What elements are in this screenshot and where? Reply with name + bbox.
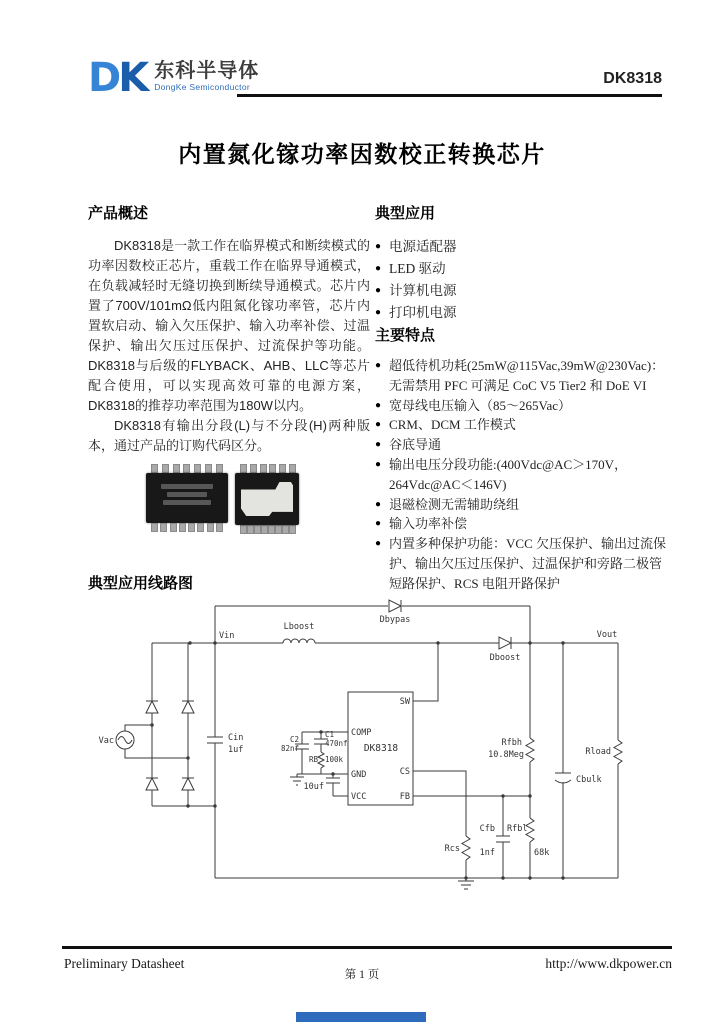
label-cin: Cin <box>228 733 244 743</box>
list-item-text: 输入功率补偿 <box>389 516 468 532</box>
bridge-diode-icon <box>146 701 158 713</box>
page-title: 内置氮化镓功率因数校正转换芯片 <box>178 141 546 167</box>
overview-heading: 产品概述 <box>88 205 149 222</box>
overview-section <box>88 202 370 456</box>
exposed-pad <box>241 482 293 516</box>
label-ic-name: DK8318 <box>363 743 399 754</box>
package-pins-top <box>146 464 228 473</box>
footer-page-number: 第 1 页 <box>344 969 380 981</box>
list-item-text: 内置多种保护功能：VCC 欠压保护、输出过流保护、输出欠压过压保护、过温保护和旁路二极管短路保护、RCS 电阻开路保护 <box>389 536 667 591</box>
label-cfb: Cfb <box>479 824 495 834</box>
label-cvcc-value: 10uf <box>303 782 324 792</box>
dk-logo-mark-icon <box>88 55 147 101</box>
boost-diode-icon <box>499 637 511 649</box>
package-pins-bottom <box>146 523 228 532</box>
list-item <box>375 534 667 593</box>
application-circuit-diagram <box>88 596 648 918</box>
bullet-icon: ● <box>375 360 382 371</box>
list-item-text: 宽母线电压输入（85～265Vac） <box>389 397 572 413</box>
list-item-text: 谷底导通 <box>389 437 442 453</box>
list-item-text: LED 驱动 <box>389 261 446 276</box>
bottom-blue-bar <box>296 1012 426 1022</box>
list-item <box>375 396 667 416</box>
chip-package-photos <box>146 464 301 534</box>
label-rfbh: Rfbh <box>501 738 522 748</box>
label-dboost: Dboost <box>489 653 521 663</box>
pin-fb: FB <box>399 792 410 802</box>
label-c2-value: 82nf <box>280 744 299 753</box>
label-rb-value: 100k <box>325 755 344 764</box>
package-bottom-view <box>235 464 301 534</box>
label-c1-value: 470nf <box>325 739 348 748</box>
right-column <box>375 202 667 594</box>
part-number: DK8318 <box>603 70 662 87</box>
applications-heading: 典型应用 <box>375 205 436 222</box>
list-item <box>375 514 667 534</box>
company-name-cn: 东科半导体 <box>154 60 260 82</box>
footer-divider <box>62 946 672 949</box>
list-item <box>375 356 667 396</box>
package-pins-bottom <box>235 525 301 534</box>
overview-paragraph-1: DK8318是一款工作在临界模式和断续模式的功率因数校正芯片，重载工作在临界导通模式，在负载减轻时无缝切换到断续导通模式。芯片内置了700V/101mΩ低内阻氮化镓功率管，芯片内置软启动、输入欠压保护、输入功率补偿、过温保护、输出欠压过压保护、过流保护等功能。DK8318与后级的FLYBACK、AHB、LLC等芯片配合使用，可以实现高效可靠的电源方案，DK8318的推荐功率范围为180W以内。 <box>88 238 370 413</box>
package-pins-top <box>235 464 301 473</box>
label-rcs: Rcs <box>444 844 460 854</box>
list-item <box>375 258 667 280</box>
circuit-heading: 典型应用线路图 <box>88 575 194 592</box>
bullet-icon: ● <box>375 399 382 411</box>
features-heading: 主要特点 <box>375 327 436 344</box>
list-item <box>375 495 667 515</box>
pin-sw: SW <box>399 697 410 707</box>
header-divider <box>237 94 662 97</box>
list-item <box>375 302 667 324</box>
bullet-icon: ● <box>375 241 382 252</box>
list-item <box>375 455 667 495</box>
list-item <box>375 236 667 258</box>
package-body-pad <box>235 473 299 525</box>
list-item <box>375 415 667 435</box>
bullet-icon: ● <box>375 419 382 431</box>
list-item-text: 输出电压分段功能:(400Vdc@AC＞170V，264Vdc@AC＜146V) <box>389 456 628 492</box>
bullet-icon: ● <box>375 518 382 530</box>
pin-cs: CS <box>399 767 410 777</box>
list-item-text: 超低待机功耗(25mW@115Vac,39mW@230Vac)：无需禁用 PFC 可满足 CoC V5 Tier2 和 DoE VI <box>389 358 665 393</box>
label-dbypas: Dbypas <box>379 615 411 625</box>
label-c2: C2 <box>289 735 299 744</box>
label-rfbl: Rfbl <box>507 824 528 834</box>
bridge-diode-icon <box>182 701 194 713</box>
footer-status: Preliminary Datasheet <box>64 956 185 971</box>
pin-comp: COMP <box>351 728 372 738</box>
label-rb: RB <box>308 755 318 764</box>
label-c1: C1 <box>325 730 335 739</box>
bullet-icon: ● <box>375 458 382 470</box>
footer-url-link[interactable]: http://www.dkpower.cn <box>545 956 672 971</box>
logo-text <box>154 60 259 92</box>
logo-letter-d: D <box>88 55 119 101</box>
list-item-text: 电源适配器 <box>389 239 457 254</box>
label-lboost: Lboost <box>283 622 315 632</box>
list-item <box>375 280 667 302</box>
bypass-diode-icon <box>389 600 401 612</box>
label-vout: Vout <box>596 630 618 640</box>
bullet-icon: ● <box>375 439 382 451</box>
dk-logo <box>88 55 260 101</box>
package-top-view <box>146 464 228 534</box>
list-item-text: 打印机电源 <box>389 305 457 320</box>
company-name-en: DongKe Semiconductor <box>154 82 250 92</box>
label-cin-value: 1uf <box>228 745 244 755</box>
bullet-icon: ● <box>375 538 382 550</box>
package-body-marked <box>146 473 228 523</box>
bullet-icon: ● <box>375 263 382 274</box>
label-rfbl-value: 68k <box>534 848 550 858</box>
list-item-text: 计算机电源 <box>389 283 457 298</box>
label-cfb-value: 1nf <box>479 848 495 858</box>
list-item-text: 退磁检测无需辅助绕组 <box>389 496 520 512</box>
circuit-labels <box>99 615 618 858</box>
label-vin: Vin <box>219 631 235 641</box>
pin-vcc: VCC <box>351 792 367 802</box>
list-item <box>375 435 667 455</box>
label-cbulk: Cbulk <box>576 775 602 785</box>
pin-gnd: GND <box>351 770 367 780</box>
bullet-icon: ● <box>375 498 382 510</box>
label-rfbh-value: 10.8Meg <box>488 750 524 760</box>
overview-paragraph-2: DK8318有输出分段(L)与不分段(H)两种版本，通过产品的订购代码区分。 <box>88 418 370 453</box>
label-rload: Rload <box>585 747 611 757</box>
features-list <box>375 356 667 594</box>
applications-list <box>375 236 667 324</box>
bridge-diode-icon <box>146 778 158 790</box>
logo-letter-k: K <box>118 55 147 101</box>
bullet-icon: ● <box>375 285 382 296</box>
list-item-text: CRM、DCM 工作模式 <box>389 417 516 433</box>
bullet-icon: ● <box>375 307 382 318</box>
label-vac: Vac <box>98 736 114 746</box>
bridge-diode-icon <box>182 778 194 790</box>
